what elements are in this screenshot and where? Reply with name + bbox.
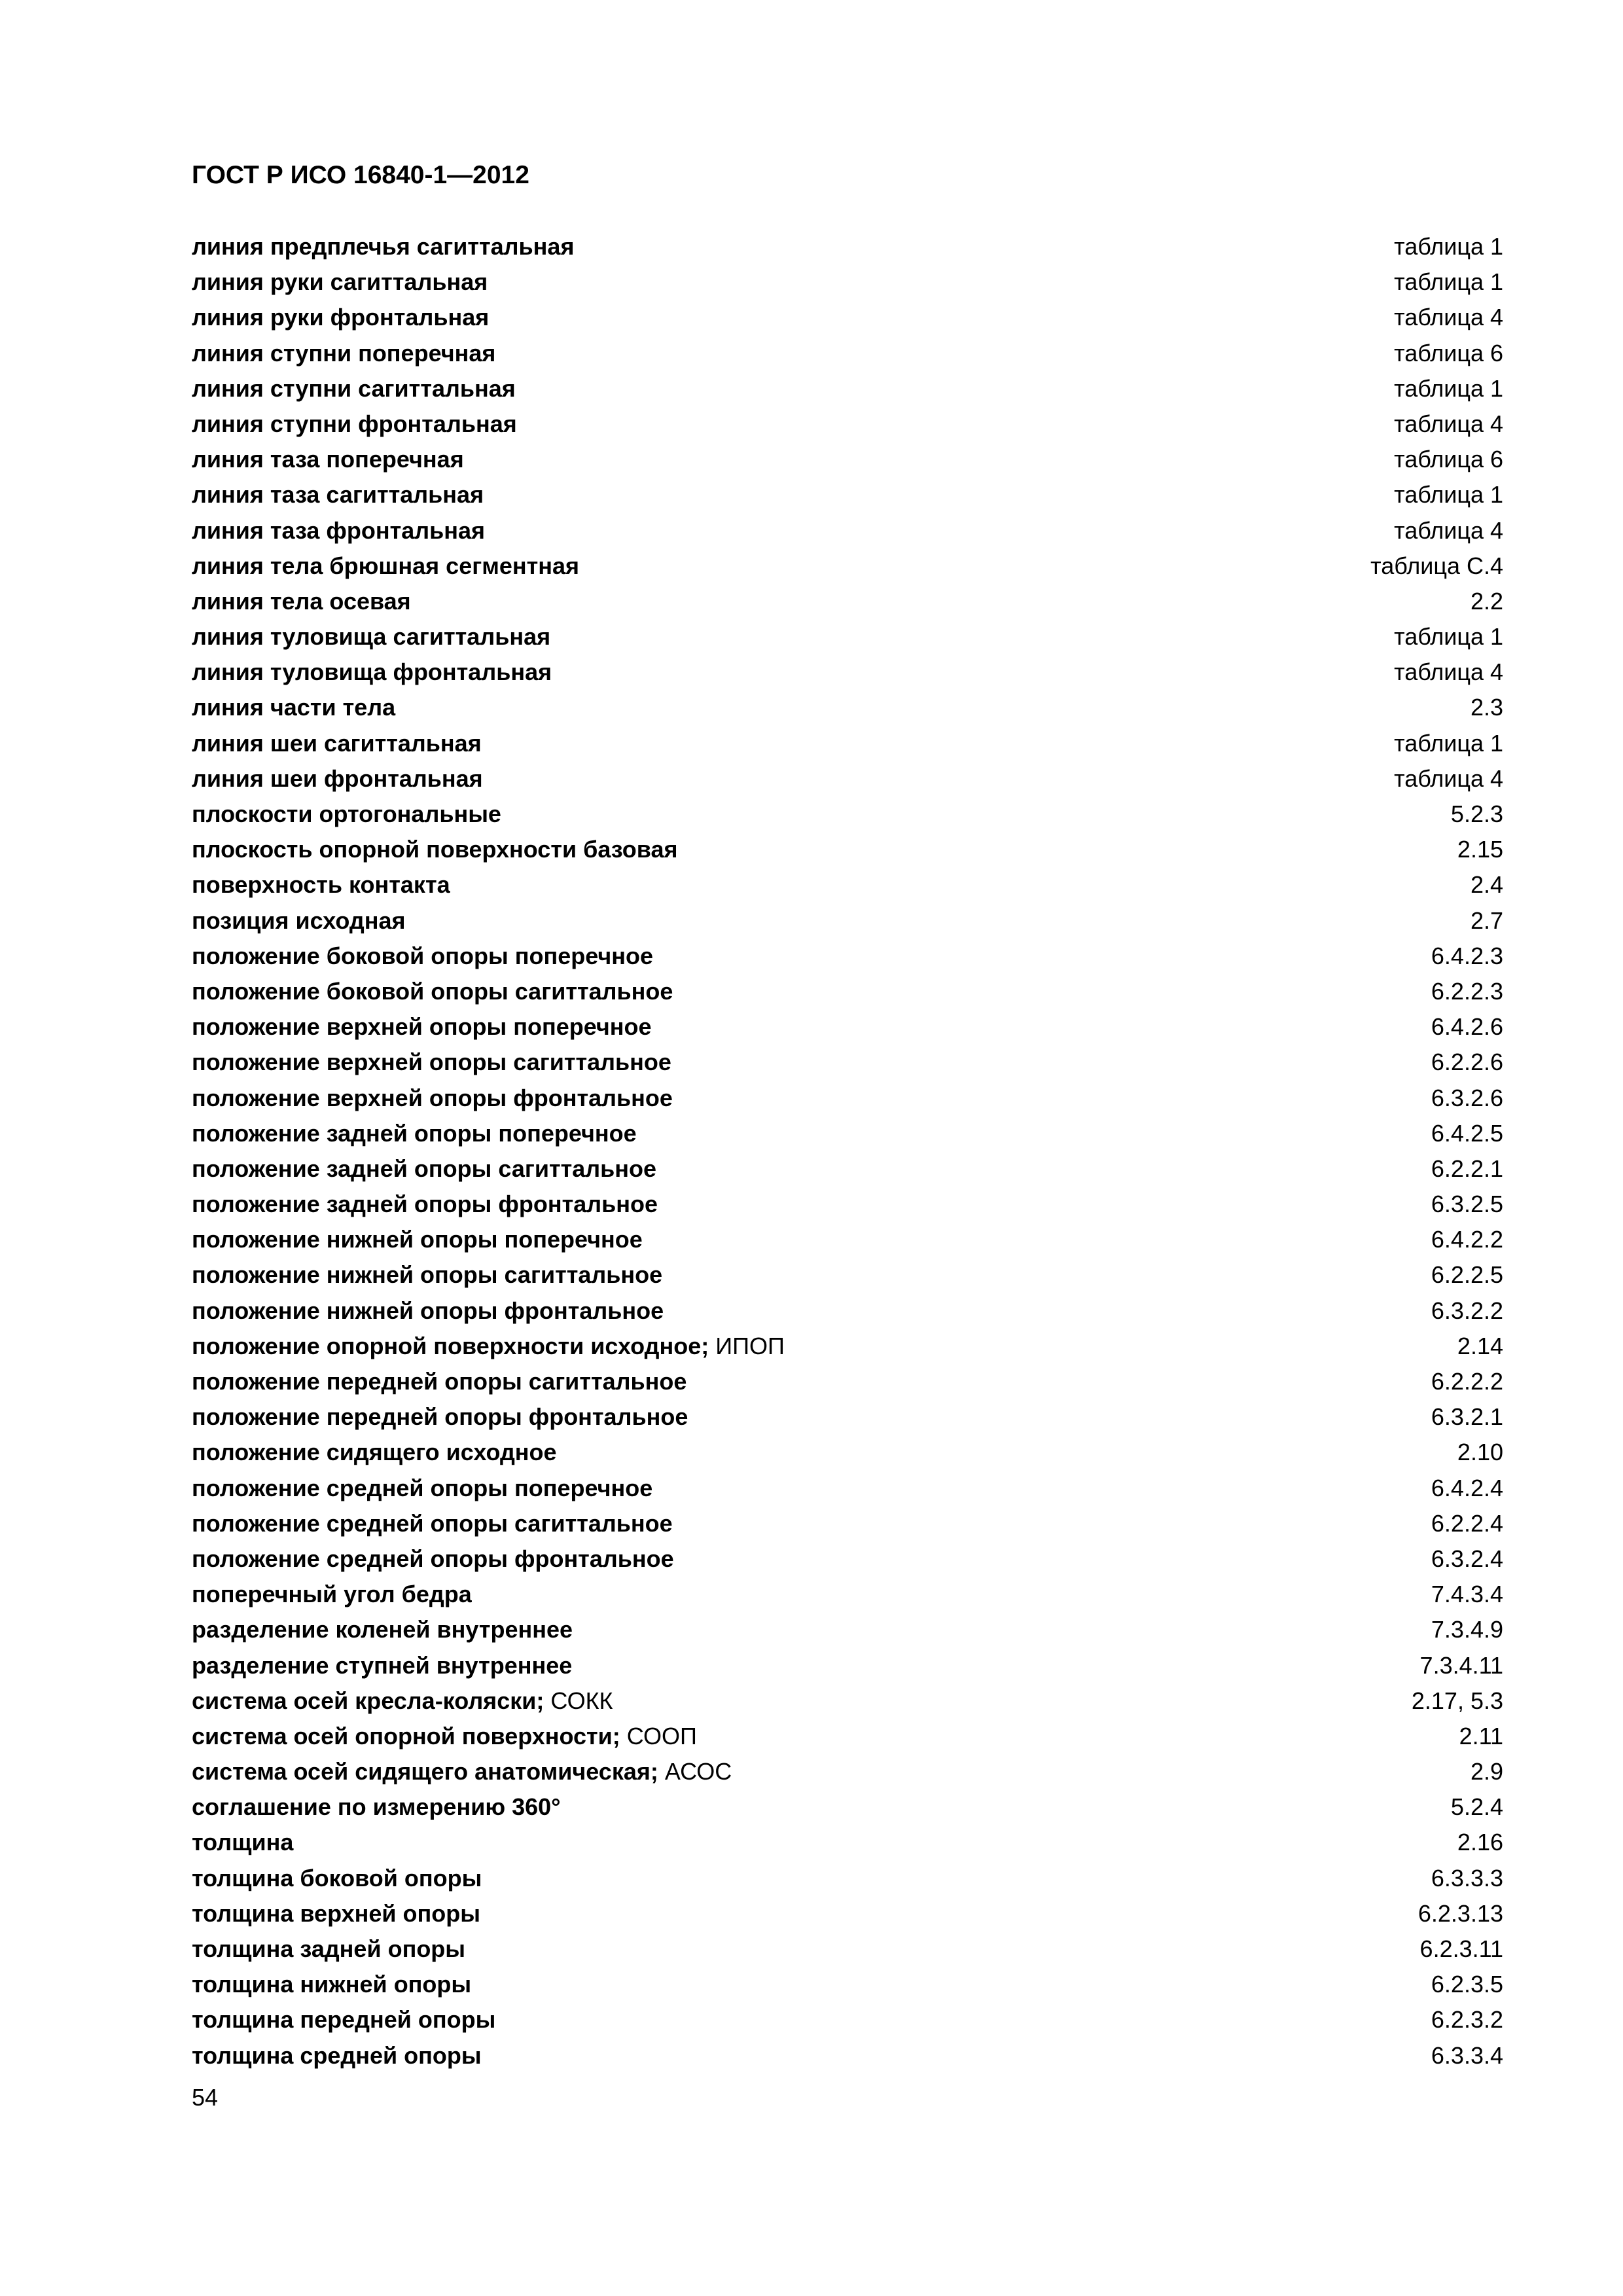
index-abbreviation: АСОС <box>658 1758 732 1785</box>
index-reference: таблица 1 <box>1394 729 1503 757</box>
index-term: линия тела брюшная сегментная <box>192 552 580 579</box>
index-term-cell <box>192 1081 673 1116</box>
index-term: положение верхней опоры сагиттальное <box>192 1049 671 1076</box>
index-term: положение задней опоры сагиттальное <box>192 1155 657 1182</box>
index-term: положение задней опоры поперечное <box>192 1119 637 1147</box>
index-term-cell <box>192 477 484 512</box>
index-term-cell <box>192 1825 293 1860</box>
index-term-cell <box>192 1222 643 1257</box>
index-term-cell <box>192 1293 664 1329</box>
index-term-cell <box>192 619 550 655</box>
index-entry <box>192 867 1503 903</box>
index-entry <box>192 264 1503 300</box>
index-entry <box>192 1081 1503 1116</box>
index-term-cell <box>192 1506 673 1541</box>
index-term-cell <box>192 1116 637 1151</box>
index-term: линия туловища сагиттальная <box>192 623 551 651</box>
index-term-cell <box>192 300 489 335</box>
index-reference: 2.2 <box>1470 587 1503 615</box>
index-term-cell <box>192 1541 674 1577</box>
index-term: положение боковой опоры сагиттальное <box>192 977 673 1005</box>
index-reference: таблица 6 <box>1394 339 1503 367</box>
index-term-cell <box>192 1967 471 2002</box>
index-entry <box>192 1257 1503 1293</box>
index-entry <box>192 1541 1503 1577</box>
index-term: положение передней опоры сагиттальное <box>192 1368 687 1395</box>
index-reference: таблица 1 <box>1394 268 1503 296</box>
index-reference: 6.3.2.2 <box>1431 1297 1503 1324</box>
index-entry <box>192 477 1503 512</box>
index-term-cell <box>192 1187 658 1222</box>
index-reference: 6.2.2.4 <box>1431 1509 1503 1537</box>
index-term: поперечный угол бедра <box>192 1581 472 1608</box>
index-term-cell <box>192 1648 572 1683</box>
index-reference: таблица 1 <box>1394 374 1503 402</box>
index-term: линия таза сагиттальная <box>192 481 484 509</box>
index-reference: 6.3.3.4 <box>1431 2041 1503 2069</box>
index-term-cell <box>192 513 485 548</box>
index-entry <box>192 1896 1503 1931</box>
index-entry <box>192 336 1503 371</box>
index-entry <box>192 1967 1503 2002</box>
index-term: линия ступни сагиттальная <box>192 374 516 402</box>
index-term-cell <box>192 264 488 300</box>
index-term-cell <box>192 1009 652 1045</box>
index-reference: 5.2.3 <box>1450 800 1503 827</box>
index-term: система осей опорной поверхности; <box>192 1722 620 1749</box>
index-entry <box>192 584 1503 619</box>
index-entry <box>192 797 1503 832</box>
index-reference: 6.3.2.1 <box>1431 1403 1503 1431</box>
index-reference: 2.9 <box>1470 1758 1503 1785</box>
index-entry <box>192 442 1503 477</box>
index-entry <box>192 1825 1503 1860</box>
index-term-cell <box>192 371 516 406</box>
index-term: линия руки фронтальная <box>192 304 490 331</box>
index-reference: 6.2.3.13 <box>1418 1899 1503 1927</box>
index-term-cell <box>192 1754 732 1789</box>
index-entry <box>192 300 1503 335</box>
index-entry <box>192 406 1503 442</box>
index-term-cell <box>192 655 552 690</box>
index-reference: 7.4.3.4 <box>1431 1581 1503 1608</box>
index-reference: 6.4.2.2 <box>1431 1226 1503 1253</box>
index-reference: 6.4.2.3 <box>1431 942 1503 969</box>
index-term: система осей сидящего анатомическая; <box>192 1758 658 1785</box>
index-term: линия шеи сагиттальная <box>192 729 482 757</box>
index-entry <box>192 2002 1503 2037</box>
index-term-cell <box>192 832 677 867</box>
index-term: толщина нижней опоры <box>192 1971 472 1998</box>
index-entry <box>192 1187 1503 1222</box>
index-entry <box>192 1861 1503 1896</box>
index-term-cell <box>192 867 450 903</box>
index-term: толщина боковой опоры <box>192 1864 482 1892</box>
index-entry <box>192 690 1503 725</box>
index-reference: 7.3.4.9 <box>1431 1616 1503 1643</box>
index-reference: 2.11 <box>1459 1722 1503 1749</box>
index-term-cell <box>192 1861 482 1896</box>
index-reference: таблица 1 <box>1394 623 1503 651</box>
index-entry <box>192 1329 1503 1364</box>
index-term: положение сидящего исходное <box>192 1439 557 1466</box>
index-term-cell <box>192 1719 697 1754</box>
index-term: положение верхней опоры фронтальное <box>192 1084 673 1111</box>
index-term-cell <box>192 726 482 761</box>
index-entry <box>192 1719 1503 1754</box>
index-term-cell <box>192 1612 573 1647</box>
index-term-cell <box>192 229 574 264</box>
index-term: толщина средней опоры <box>192 2041 482 2069</box>
index-reference: таблица С.4 <box>1370 552 1503 579</box>
index-reference: 6.3.2.4 <box>1431 1545 1503 1572</box>
index-entry <box>192 1116 1503 1151</box>
index-term-cell <box>192 442 464 477</box>
index-abbreviation: СОКК <box>544 1687 613 1714</box>
index-term-cell <box>192 548 579 584</box>
index-entry <box>192 1612 1503 1647</box>
index-term: положение боковой опоры поперечное <box>192 942 653 969</box>
index-entry <box>192 903 1503 939</box>
index-reference: таблица 4 <box>1394 658 1503 686</box>
index-term: положение задней опоры фронтальное <box>192 1191 658 1218</box>
index-abbreviation: СООП <box>620 1722 697 1749</box>
index-term-cell <box>192 1257 662 1293</box>
index-entry <box>192 548 1503 584</box>
index-entry <box>192 1045 1503 1080</box>
index-term: линия туловища фронтальная <box>192 658 552 686</box>
index-reference: таблица 1 <box>1394 233 1503 260</box>
index-term: положение средней опоры сагиттальное <box>192 1509 673 1537</box>
index-term: линия тела осевая <box>192 587 411 615</box>
index-term-cell <box>192 1151 656 1187</box>
index-term: поверхность контакта <box>192 871 450 899</box>
index-reference: 6.4.2.5 <box>1431 1119 1503 1147</box>
index-reference: 6.4.2.6 <box>1431 1013 1503 1041</box>
index-reference: 6.2.3.11 <box>1419 1935 1503 1962</box>
index-reference: 2.10 <box>1457 1439 1503 1466</box>
index-entry <box>192 1399 1503 1435</box>
index-term: положение передней опоры фронтальное <box>192 1403 688 1431</box>
index-entry <box>192 1009 1503 1045</box>
index-reference: 6.2.3.5 <box>1431 1971 1503 1998</box>
index-entry <box>192 2038 1503 2073</box>
index-entry <box>192 1506 1503 1541</box>
index-reference: 5.2.4 <box>1450 1793 1503 1821</box>
index-entry <box>192 726 1503 761</box>
index-term-cell <box>192 903 406 939</box>
index-reference: 6.2.2.5 <box>1431 1261 1503 1289</box>
index-term: положение средней опоры поперечное <box>192 1474 653 1501</box>
index-term: положение нижней опоры фронтальное <box>192 1297 664 1324</box>
index-reference: 2.3 <box>1470 694 1503 721</box>
index-entry <box>192 1648 1503 1683</box>
index-reference: 2.17, 5.3 <box>1411 1687 1503 1714</box>
index-term: разделение ступней внутреннее <box>192 1651 573 1679</box>
index-term-cell <box>192 690 395 725</box>
index-term-cell <box>192 1896 480 1931</box>
index-term: плоскости ортогональные <box>192 800 501 827</box>
index-term-cell <box>192 1399 688 1435</box>
index-reference: таблица 4 <box>1394 304 1503 331</box>
index-reference: 6.2.2.2 <box>1431 1368 1503 1395</box>
index-entry <box>192 1471 1503 1506</box>
index-term: положение средней опоры фронтальное <box>192 1545 674 1572</box>
index-term: линия руки сагиттальная <box>192 268 488 296</box>
index-term-cell <box>192 406 517 442</box>
index-reference: 6.2.2.6 <box>1431 1049 1503 1076</box>
index-term: линия таза поперечная <box>192 446 464 473</box>
index-reference: таблица 6 <box>1394 446 1503 473</box>
index-term-cell <box>192 797 501 832</box>
index-reference: таблица 4 <box>1394 516 1503 544</box>
index-reference: 6.4.2.4 <box>1431 1474 1503 1501</box>
index-reference: таблица 1 <box>1394 481 1503 509</box>
index-term-cell <box>192 1789 561 1825</box>
index-term-cell <box>192 1931 465 1967</box>
index-term-cell <box>192 761 483 797</box>
index-term: линия ступни поперечная <box>192 339 496 367</box>
index-reference: 2.7 <box>1470 906 1503 934</box>
index-entry <box>192 1364 1503 1399</box>
index-reference: 6.3.2.5 <box>1431 1191 1503 1218</box>
index-term-cell <box>192 1329 785 1364</box>
index-entry <box>192 1754 1503 1789</box>
index-term-cell <box>192 1435 557 1470</box>
index-reference: таблица 4 <box>1394 764 1503 792</box>
index-term: линия ступни фронтальная <box>192 410 517 437</box>
index-reference: 7.3.4.11 <box>1419 1651 1503 1679</box>
index-reference: 2.15 <box>1457 836 1503 863</box>
index-term: положение нижней опоры поперечное <box>192 1226 643 1253</box>
index-reference: 6.3.3.3 <box>1431 1864 1503 1892</box>
index-term: положение нижней опоры сагиттальное <box>192 1261 663 1289</box>
index-entry <box>192 939 1503 974</box>
index-entry <box>192 655 1503 690</box>
index-term-cell <box>192 1471 652 1506</box>
index-entry <box>192 832 1503 867</box>
index-abbreviation: ИПОП <box>709 1332 785 1359</box>
index-term-cell <box>192 1683 613 1719</box>
index-term: линия таза фронтальная <box>192 516 486 544</box>
index-term: толщина задней опоры <box>192 1935 466 1962</box>
index-term: толщина верхней опоры <box>192 1899 480 1927</box>
index-reference: таблица 4 <box>1394 410 1503 437</box>
index-entry <box>192 619 1503 655</box>
index-reference: 2.14 <box>1457 1332 1503 1359</box>
index-reference: 6.2.2.1 <box>1431 1155 1503 1182</box>
index-entry <box>192 1293 1503 1329</box>
index-term: положение опорной поверхности исходное; <box>192 1332 709 1359</box>
index-term-cell <box>192 974 673 1009</box>
index-term-cell <box>192 1577 472 1612</box>
index-term: позиция исходная <box>192 906 406 934</box>
page-number: 54 <box>192 2084 219 2111</box>
index-term-cell <box>192 1045 671 1080</box>
index-term-cell <box>192 939 653 974</box>
index-reference: 6.3.2.6 <box>1431 1084 1503 1111</box>
index-term: линия шеи фронтальная <box>192 764 483 792</box>
index-entry <box>192 761 1503 797</box>
index-term-cell <box>192 584 411 619</box>
index-term: линия предплечья сагиттальная <box>192 233 575 260</box>
index-entry <box>192 1931 1503 1967</box>
index-entry <box>192 1222 1503 1257</box>
index-entry <box>192 371 1503 406</box>
index-term: толщина <box>192 1829 294 1856</box>
index-term-cell <box>192 336 495 371</box>
index-term: система осей кресла-коляски; <box>192 1687 544 1714</box>
index-term: толщина передней опоры <box>192 2006 496 2034</box>
index-entry <box>192 1789 1503 1825</box>
index-entry <box>192 1151 1503 1187</box>
index-term: линия части тела <box>192 694 396 721</box>
index-entry <box>192 513 1503 548</box>
index-entry <box>192 1577 1503 1612</box>
index-entry <box>192 1435 1503 1470</box>
index-entry <box>192 1683 1503 1719</box>
index-term: положение верхней опоры поперечное <box>192 1013 652 1041</box>
index-term-cell <box>192 2002 495 2037</box>
index-term: соглашение по измерению 360° <box>192 1793 561 1821</box>
index-term: разделение коленей внутреннее <box>192 1616 573 1643</box>
index-term-cell <box>192 1364 687 1399</box>
index-reference: 2.4 <box>1470 871 1503 899</box>
index-term: плоскость опорной поверхности базовая <box>192 836 678 863</box>
index-reference: 2.16 <box>1457 1829 1503 1856</box>
alphabetical-index <box>192 229 1503 2073</box>
index-entry <box>192 229 1503 264</box>
index-reference: 6.2.2.3 <box>1431 977 1503 1005</box>
index-entry <box>192 974 1503 1009</box>
document-header: ГОСТ Р ИСО 16840-1—2012 <box>192 161 529 189</box>
index-term-cell <box>192 2038 482 2073</box>
index-reference: 6.2.3.2 <box>1431 2006 1503 2034</box>
